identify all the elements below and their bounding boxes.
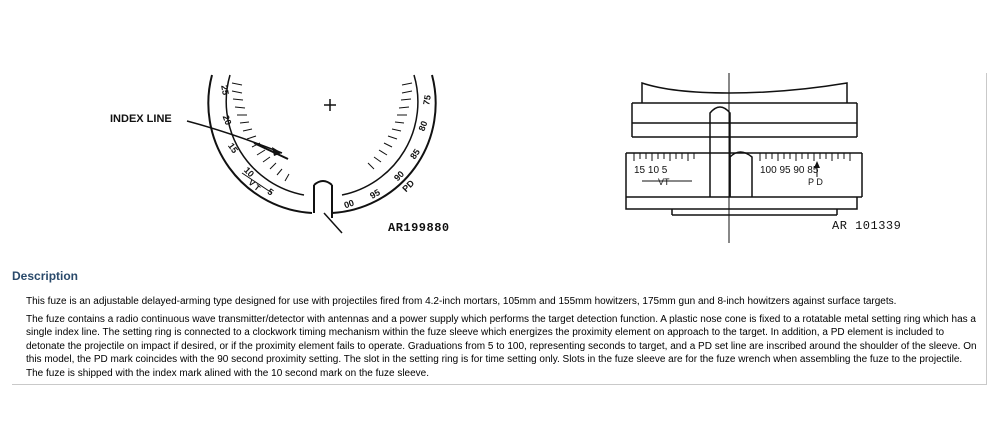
pd-label: P D — [808, 177, 823, 187]
description-paragraph-2: The fuze contains a radio continuous wave transmitter/detector with antennas and a power supply which performs the target detection function. A plastic nose cone is fixed to a rotatable metal setting ring which has a single index line. The setting ring is connected to a clockwork timing mechanism within the fuze sleeve which energizes the proximity element on approach to the target. In addition, a PD element is included to detonate the projectile on impact if desired, or if the proximity element fails to operate. Graduations from 5 to 100, representing seconds to target, and a PD set line are inscribed around the shoulder of the sleeve. On this model, the PD mark coincides with the 90 second proximity setting. The slot in the setting ring is for time setting only. Slots in the fuze sleeve are for the fuze wrench when assembling the fuze to the projectile. The fuze is shipped with the index mark alined with the 10 second mark on the fuze sleeve. — [26, 314, 977, 379]
dial-number-75: 75 — [421, 94, 433, 106]
right-scale-numbers: 100 95 90 85 — [760, 165, 819, 176]
vt-label: VT — [658, 177, 670, 187]
index-line-callout: INDEX LINE — [110, 113, 172, 125]
dial-top-view-figure — [92, 73, 472, 248]
description-paragraph-1: This fuze is an adjustable delayed-arming type designed for use with projectiles fired from 4.2-inch mortars, 105mm and 155mm howitzers, 175mm gun and 8-inch howitzers against surface targets. — [26, 296, 897, 307]
dial-number-5: 5 — [265, 186, 276, 198]
sleeve-side-view-figure — [612, 73, 902, 248]
left-scale-numbers: 15 10 5 — [634, 165, 668, 176]
left-figure-ref: AR199880 — [388, 221, 450, 235]
dial-pd-mark: PD — [400, 178, 417, 194]
dial-number-80: 80 — [416, 119, 430, 133]
dial-number-90: 90 — [391, 168, 407, 184]
right-figure-ref: AR 101339 — [832, 219, 902, 233]
description-heading: Description — [12, 269, 79, 283]
dial-number-95: 95 — [368, 187, 382, 201]
dial-number-85: 85 — [408, 147, 422, 161]
dial-number-10: 10 — [241, 164, 257, 180]
dial-number-20: 20 — [220, 113, 234, 127]
fuze-info-panel — [12, 73, 987, 385]
dial-number-25: 25 — [219, 84, 231, 96]
vt-mark: V T — [246, 178, 262, 193]
dial-number-15: 15 — [226, 141, 240, 155]
dial-number-00: 00 — [342, 197, 356, 211]
